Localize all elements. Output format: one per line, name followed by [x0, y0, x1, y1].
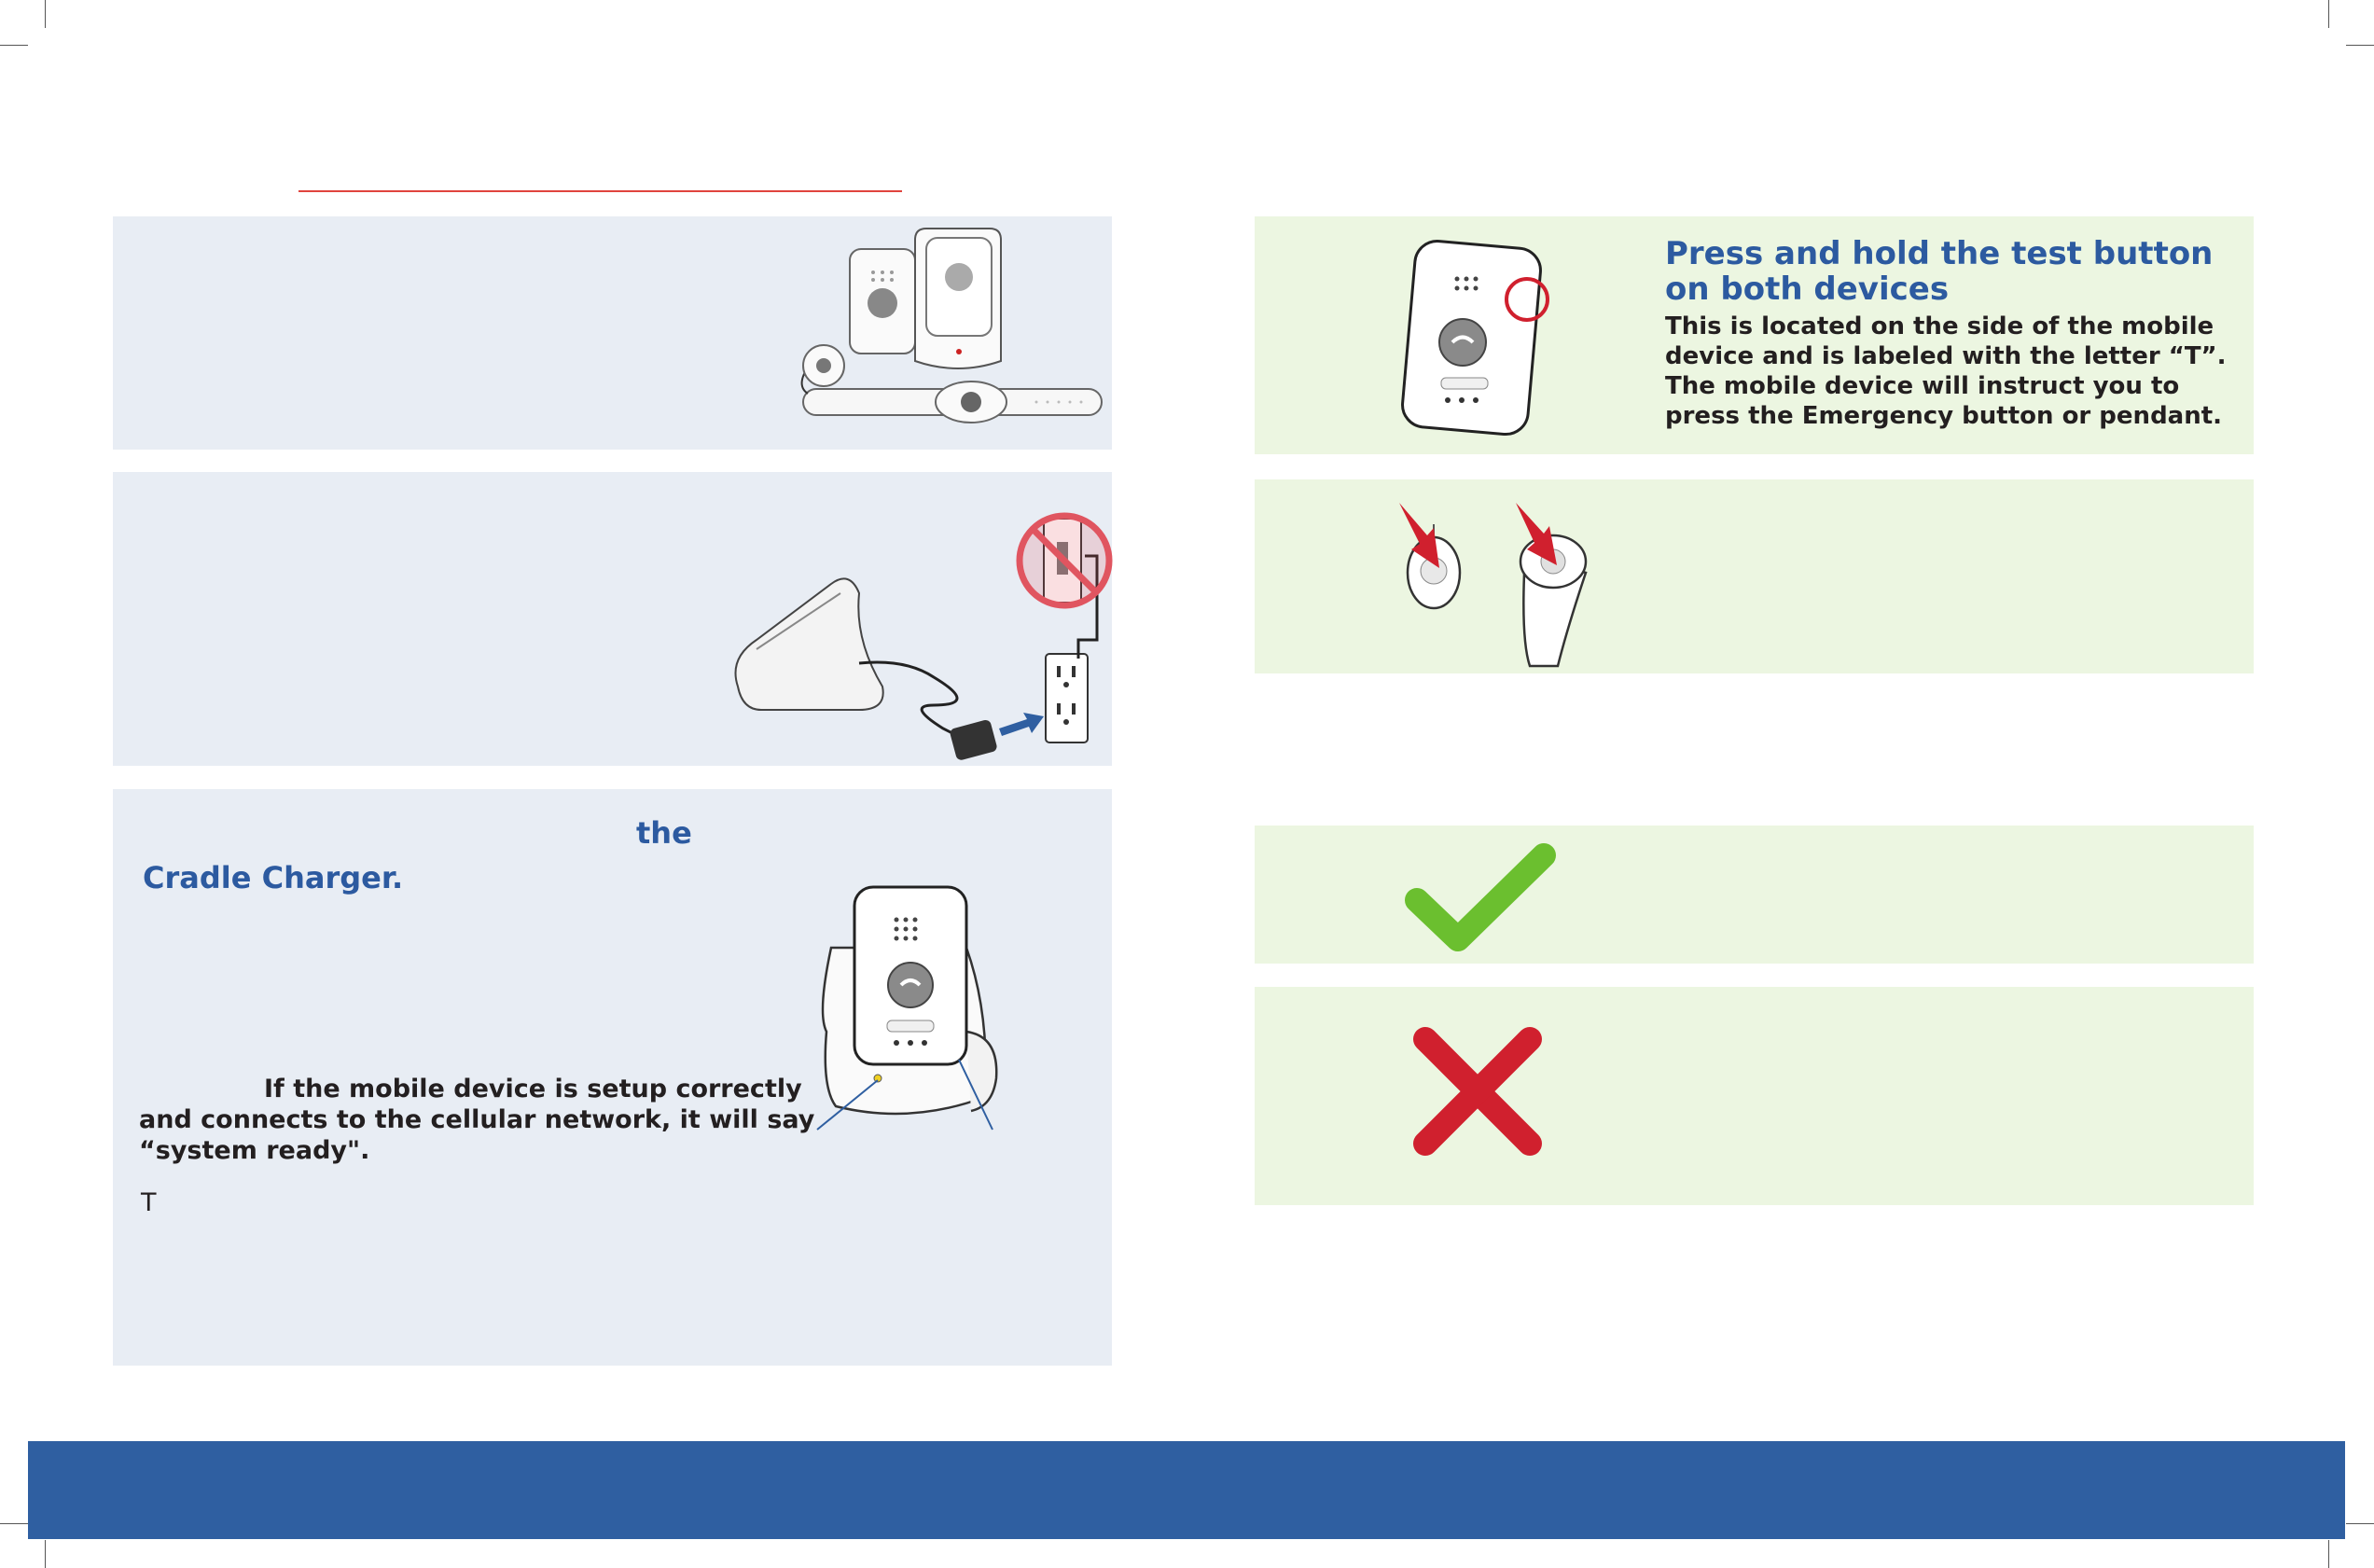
step-panel-device-in-cradle	[113, 789, 1112, 1366]
crop-mark	[45, 0, 46, 28]
crop-mark	[0, 1523, 28, 1524]
test-heading-line: Press and hold the test button	[1665, 235, 2214, 272]
crop-mark	[2328, 1540, 2329, 1568]
pendant-press-illustration	[1395, 498, 1628, 671]
crop-mark	[45, 1540, 46, 1568]
test-heading-line: on both devices	[1665, 271, 1950, 308]
crop-mark	[2346, 45, 2374, 46]
step-heading: Cradle Charger.	[143, 860, 404, 895]
footer-bar	[28, 1441, 2345, 1539]
title-rule	[298, 190, 902, 192]
step-heading-fragment: the	[636, 815, 692, 851]
cradle-outlet-illustration	[719, 500, 1111, 761]
test-body-line: This is located on the side of the mobile	[1665, 312, 2214, 340]
test-body-line: The mobile device will instruct you to	[1665, 372, 2180, 400]
result-panel-success	[1255, 826, 2254, 964]
device-in-cradle-illustration	[798, 882, 1022, 1162]
step-body-line: and connects to the cellular network, it will say	[139, 1105, 815, 1134]
crop-mark	[2346, 1523, 2374, 1524]
step-body-fragment: T	[141, 1188, 157, 1217]
result-panel-failure	[1255, 987, 2254, 1205]
devices-bundle-illustration	[682, 221, 1111, 445]
test-button-illustration	[1399, 240, 1548, 440]
step-body-line: “system ready".	[139, 1136, 370, 1165]
crop-mark	[0, 45, 28, 46]
step-panel-test-button	[1255, 216, 2254, 454]
step-body-line: If the mobile device is setup correctly	[264, 1075, 802, 1103]
crop-mark	[2328, 0, 2329, 28]
checkmark-icon	[1404, 842, 1558, 954]
step-panel-devices	[113, 216, 1112, 450]
x-mark-icon	[1409, 1024, 1548, 1159]
test-body-line: device and is labeled with the letter “T”.	[1665, 342, 2227, 370]
step-panel-cradle-power	[113, 472, 1112, 766]
step-panel-pendant-press	[1255, 479, 2254, 673]
test-body-line: press the Emergency button or pendant.	[1665, 402, 2223, 430]
